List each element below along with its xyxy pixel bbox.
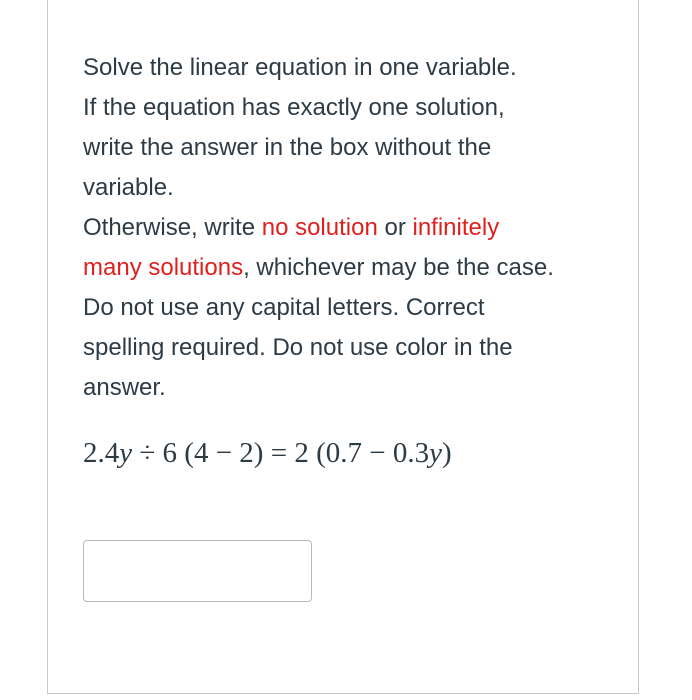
equation-coefficient: 2.4	[83, 437, 120, 469]
instruction-line: write the answer in the box without the	[83, 134, 492, 161]
option-infinitely: infinitely	[412, 214, 500, 241]
instruction-line: variable.	[83, 174, 174, 201]
instruction-text: , whichever may be the case.	[243, 254, 554, 281]
instruction-line: answer.	[83, 374, 166, 401]
instruction-line: If the equation has exactly one solution,	[83, 94, 505, 121]
instruction-line	[83, 208, 623, 248]
equation-variable: y	[119, 437, 133, 469]
question-instructions	[83, 48, 623, 408]
equation-close: )	[441, 437, 452, 469]
instruction-line: Do not use any capital letters. Correct	[83, 294, 485, 321]
equation-variable: y	[429, 437, 442, 469]
equation-middle: ÷ 6 (4 − 2) = 2 (0.7 − 0.3	[132, 437, 430, 469]
instruction-line: Solve the linear equation in one variable.	[83, 54, 517, 81]
answer-input[interactable]	[83, 540, 312, 602]
instruction-text: Otherwise, write	[83, 214, 262, 241]
question-card	[47, 0, 639, 694]
option-many-solutions: many solutions	[83, 254, 244, 281]
instruction-line: spelling required. Do not use color in the	[83, 334, 513, 361]
instruction-text: or	[377, 214, 413, 241]
option-no-solution: no solution	[261, 214, 378, 241]
instruction-line	[83, 248, 623, 288]
equation	[83, 433, 452, 473]
